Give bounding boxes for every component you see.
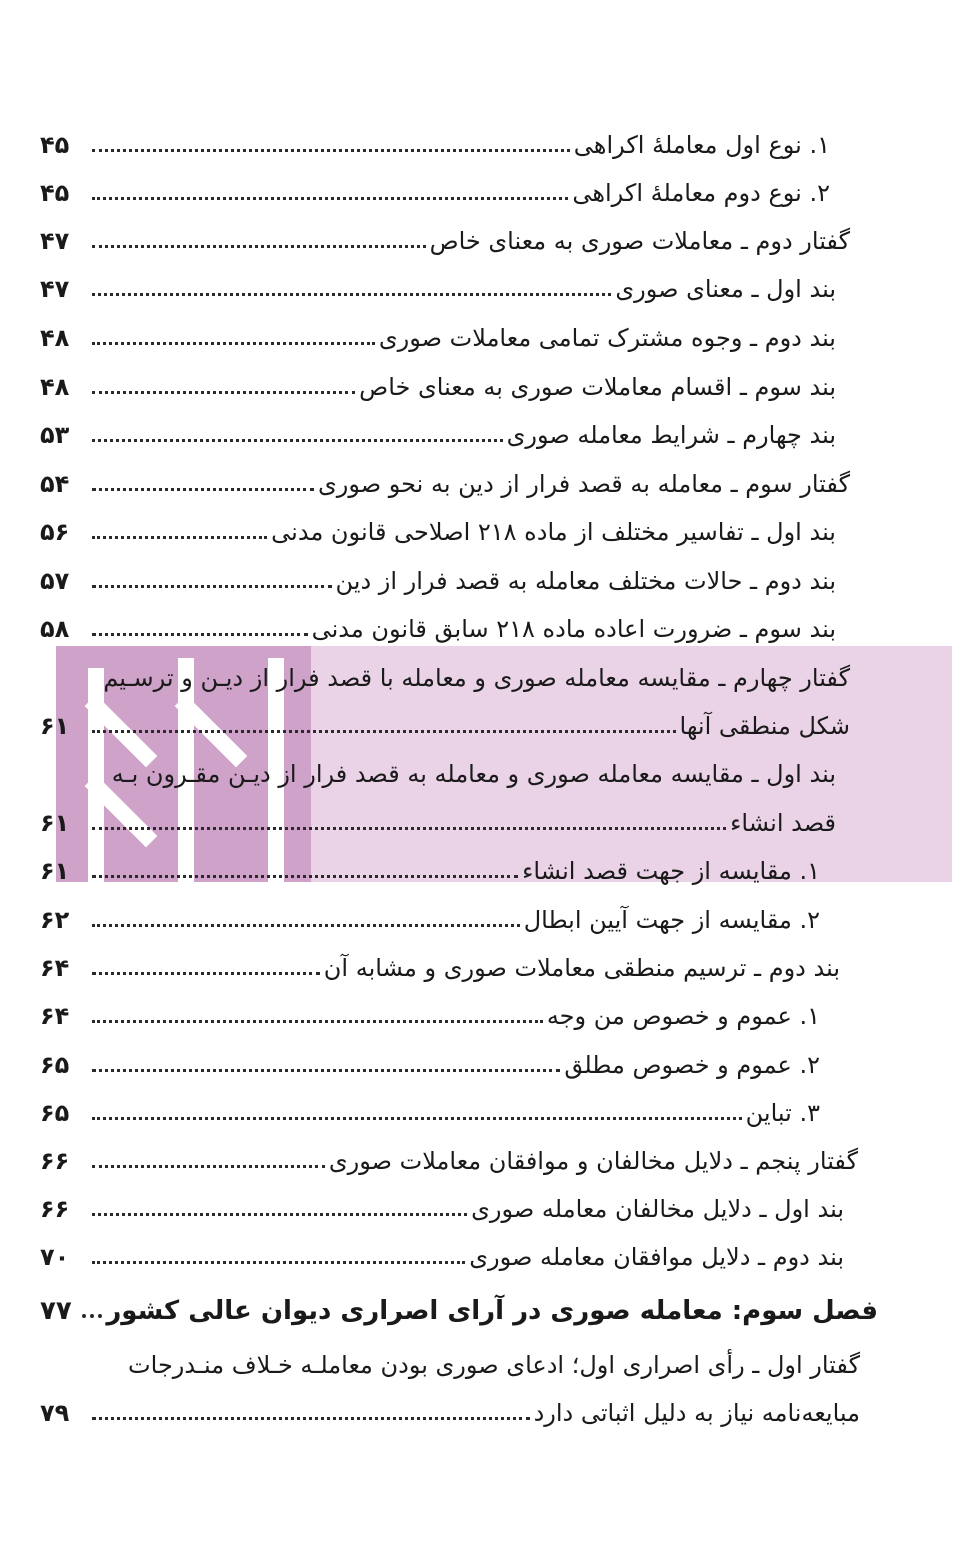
toc-entry-title: ۱. عموم و خصوص من وجه [546, 1002, 820, 1030]
toc-entry-title: ۱. نوع اول معاملهٔ اکراهی [573, 131, 830, 159]
dot-leader [92, 585, 332, 588]
toc-entry-title: گفتار پنجم ـ دلایل مخالفان و موافقان معاملات صوری [328, 1147, 858, 1175]
toc-entry [40, 313, 836, 353]
toc-entry-title: بند چهارم ـ شرایط معامله صوری [506, 421, 836, 449]
toc-entry-title-line1: بند اول ـ مقایسه معامله صوری و معامله به قصد فرار از دیـن مقـرون بـه [111, 760, 836, 788]
toc-entry-page: ۵۸ [40, 615, 70, 643]
toc-entry-title: شکل منطقی آنها [679, 712, 850, 740]
dot-leader [92, 1020, 543, 1023]
toc-entry-title: قصد انشاء [730, 809, 836, 837]
toc-entry-page: ۶۵ [40, 1099, 70, 1127]
toc-entry-page: ۵۴ [40, 470, 70, 498]
toc-entry-title: ۲. نوع دوم معاملهٔ اکراهی [572, 179, 830, 207]
toc-entry-page: ۷۰ [40, 1243, 70, 1271]
toc-entry-title: مبایعه‌نامه نیاز به دلیل اثباتی دارد [533, 1399, 860, 1427]
toc-entry [40, 604, 836, 644]
toc-entry-title: ۳. تباین [745, 1099, 820, 1127]
toc-entry-title: بند اول ـ دلایل مخالفان معامله صوری [471, 1195, 844, 1223]
toc-entry [40, 507, 836, 547]
toc-entry [40, 1088, 820, 1128]
toc-entry-page: ۵۷ [40, 567, 70, 595]
toc-entry [40, 362, 836, 402]
toc-entry-title: ۲. مقایسه از جهت آیین ابطال [523, 906, 820, 934]
toc-entry [40, 943, 840, 983]
toc-entry [40, 846, 820, 886]
toc-entry-page: ۴۷ [40, 275, 70, 303]
toc-entry [40, 168, 830, 208]
toc-entry [40, 1040, 820, 1080]
toc-entry-page: ۶۴ [40, 954, 70, 982]
toc-entry [40, 1232, 844, 1272]
toc-entry-title: ۲. عموم و خصوص مطلق [564, 1051, 820, 1079]
toc-entry [40, 991, 820, 1031]
toc-entry-title: ۱. مقایسه از جهت قصد انشاء [522, 857, 820, 885]
toc-entry-page: ۵۶ [40, 518, 70, 546]
toc-entry-title: بند دوم ـ حالات مختلف معامله به قصد فرار از دین [335, 567, 836, 595]
toc-entry [40, 556, 836, 596]
dot-leader [92, 1165, 325, 1168]
dot-leader [92, 1117, 742, 1120]
toc-entry-title: بند سوم ـ اقسام معاملات صوری به معنای خاص [359, 373, 836, 401]
toc-entry-page: ۶۵ [40, 1051, 70, 1079]
toc-entry-page: ۶۶ [40, 1195, 70, 1223]
toc-entry-title: بند اول ـ معنای صوری [615, 275, 836, 303]
toc-entry-page: ۶۶ [40, 1147, 70, 1175]
dot-leader [92, 1213, 467, 1216]
toc-entry-page: ۷۹ [40, 1399, 70, 1427]
toc-entry-page: ۴۵ [40, 179, 70, 207]
dot-leader [92, 536, 267, 539]
dot-leader [92, 1261, 465, 1264]
toc-entry [40, 1388, 860, 1428]
toc-entry-page: ۶۱ [40, 809, 70, 837]
toc-entry [40, 1136, 858, 1176]
toc-entry [40, 264, 836, 304]
toc-entry-title: بند سوم ـ ضرورت اعاده ماده ۲۱۸ سابق قانون مدنی [311, 615, 836, 643]
dot-leader [92, 972, 320, 975]
toc-entry-page: ۴۸ [40, 373, 70, 401]
toc-entry-title: بند دوم ـ وجوه مشترک تمامی معاملات صوری [378, 324, 836, 352]
toc-entry-title: بند اول ـ تفاسیر مختلف از ماده ۲۱۸ اصلاحی قانون مدنی [271, 518, 836, 546]
toc-entry [40, 216, 850, 256]
toc-entry-title-line1: گفتار چهارم ـ مقایسه معامله صوری و معامله با قصد فرار از دیـن و ترسـیم [103, 664, 850, 692]
dot-leader [92, 924, 520, 927]
toc-chapter-entry [40, 1286, 878, 1326]
toc-entry [40, 895, 820, 935]
dot-leader [92, 730, 676, 733]
dot-leader [92, 391, 355, 394]
toc-entry [40, 120, 830, 160]
toc-entry-title-line1: گفتار اول ـ رأی اصراری اول؛ ادعای صوری بودن معاملـه خـلاف منـدرجات [128, 1351, 860, 1379]
toc-entry [40, 798, 836, 838]
dot-leader [92, 1069, 560, 1072]
dot-leader [92, 293, 611, 296]
toc-chapter-page: ۷۷ [40, 1296, 72, 1326]
toc-entry-page: ۴۷ [40, 227, 70, 255]
dot-leader [92, 633, 308, 636]
toc-entry-page: ۴۸ [40, 324, 70, 352]
dot-leader [92, 488, 314, 491]
toc-entry-page: ۴۵ [40, 131, 70, 159]
toc-entry-page: ۶۱ [40, 712, 70, 740]
dot-leader [92, 1417, 530, 1420]
dot-leader [92, 197, 568, 200]
toc-entry-page: ۶۱ [40, 857, 70, 885]
dot-leader [92, 149, 570, 152]
toc-entry-title: گفتار دوم ـ معاملات صوری به معنای خاص [429, 227, 850, 255]
toc-entry [40, 459, 850, 499]
toc-entry [40, 410, 836, 450]
dot-leader [82, 1314, 102, 1318]
toc-entry [40, 701, 850, 741]
toc-entry-page: ۵۳ [40, 421, 70, 449]
dot-leader [92, 827, 726, 830]
toc-entry-title: بند دوم ـ دلایل موافقان معامله صوری [469, 1243, 844, 1271]
toc-entry-title: بند دوم ـ ترسیم منطقی معاملات صوری و مشابه آن [323, 954, 840, 982]
toc-entry [40, 1184, 844, 1224]
dot-leader [92, 245, 426, 248]
dot-leader [92, 439, 503, 442]
dot-leader [92, 342, 375, 345]
toc-chapter-title: فصل سوم: معامله صوری در آرای اصراری دیوان عالی کشور [106, 1296, 878, 1326]
dot-leader [92, 875, 518, 878]
toc-entry-title: گفتار سوم ـ معامله به قصد فرار از دین به نحو صوری [317, 470, 850, 498]
toc-entry-page: ۶۲ [40, 906, 70, 934]
toc-entry-page: ۶۴ [40, 1002, 70, 1030]
